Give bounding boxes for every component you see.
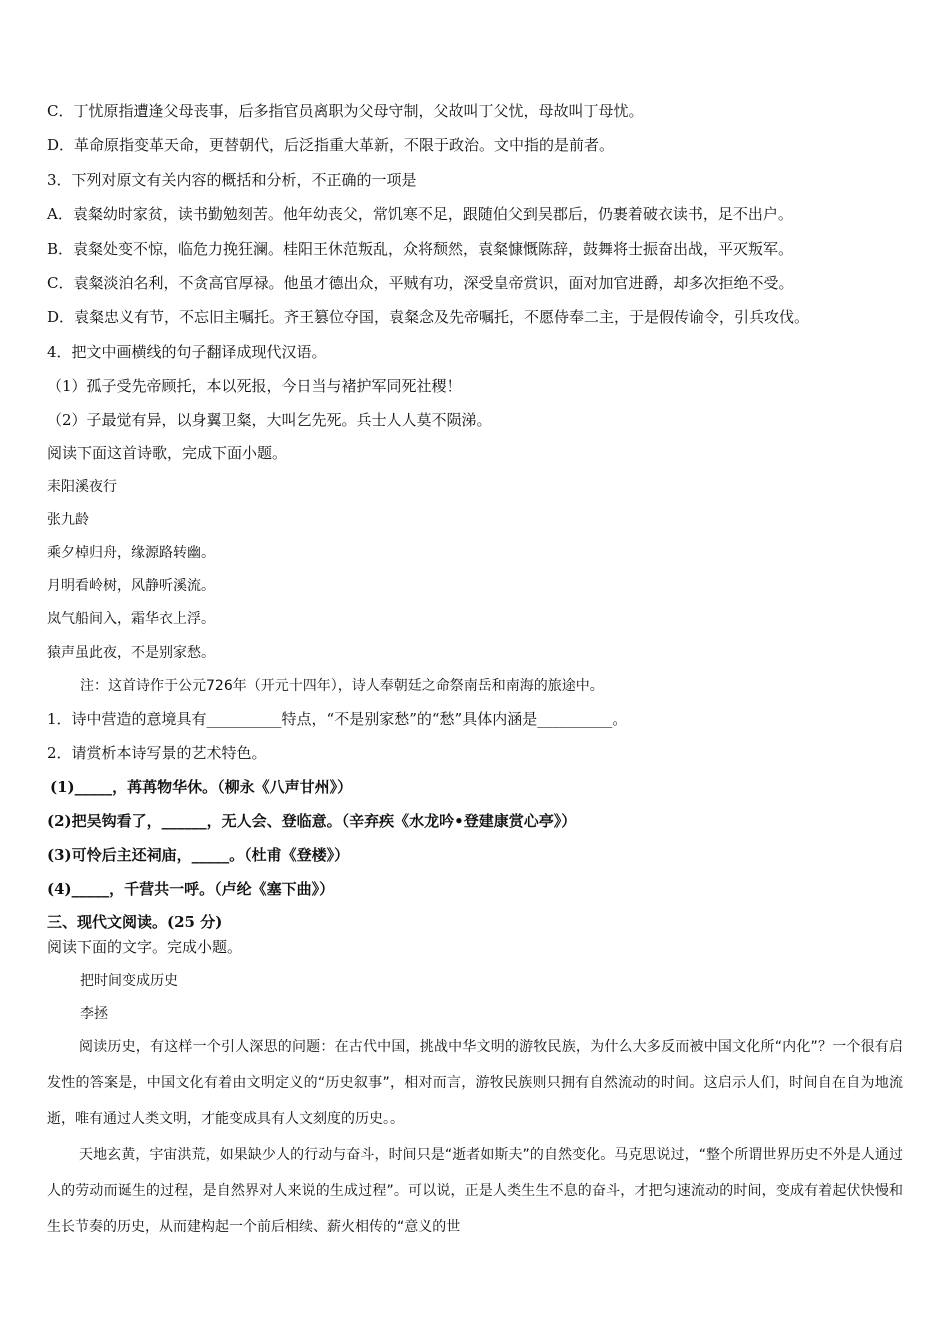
fill-blank-1: (1)_____，苒苒物华休。（柳永《八声甘州》）: [50, 778, 353, 796]
option-c-ding-you: C．丁忧原指遭逢父母丧事，后多指官员离职为父母守制，父故叫丁父忧，母故叫丁母忧。: [47, 102, 644, 120]
fill-blank-2: (2)把吴钩看了，______，无人会、登临意。（辛弃疾《水龙吟•登建康赏心亭》）: [47, 812, 577, 830]
article-paragraph-1: 阅读历史，有这样一个引人深思的问题：在古代中国，挑战中华文明的游牧民族，为什么大多反而被中国文化所“内化”？一个很有启发性的答案是，中国文化有着由文明定义的“历史叙事”，相对而言，游牧民族则只拥有自然流动的时间。这启示人们，时间自在自为地流逝，唯有通过人类文明，才能变成具有人文刻度的历史。。: [47, 1039, 903, 1127]
section-3-heading: 三、现代文阅读。(25 分): [47, 913, 223, 931]
question-4: 4．把文中画横线的句子翻译成现代汉语。: [47, 343, 327, 361]
q4-sentence-2: （2）子最觉有异，以身翼卫粲，大叫乞先死。兵士人人莫不陨涕。: [47, 411, 492, 429]
article-author: 李拯: [80, 1006, 108, 1022]
poem-line-1: 乘夕棹归舟，缘源路转幽。: [47, 545, 215, 561]
fill-blank-4: (4)_____，千营共一呼。（卢纶《塞下曲》）: [47, 880, 335, 898]
article-title: 把时间变成历史: [80, 973, 178, 989]
poem-note: 注：这首诗作于公元726年（开元十四年），诗人奉朝廷之命祭南岳和南海的旅途中。: [80, 678, 604, 694]
poem-line-4: 猿声虽此夜，不是别家愁。: [47, 645, 215, 661]
q4-sentence-1: （1）孤子受先帝顾托，本以死报，今日当与褚护军同死社稷！: [47, 377, 462, 395]
poem-instruction: 阅读下面这首诗歌，完成下面小题。: [47, 444, 288, 462]
article-paragraph-2: 天地玄黄，宇宙洪荒，如果缺少人的行动与奋斗，时间只是“逝者如斯夫”的自然变化。马克思说过，“整个所谓世界历史不外是人通过人的劳动而诞生的过程，是自然界对人来说的生成过程”。可以说，正是人类生生不息的奋斗，才把匀速流动的时间，变成有着起伏快慢和生长节奏的历史，从而建构起一个前后相续、薪火相传的“意义的世: [47, 1147, 903, 1235]
q3-option-b: B．袁粲处变不惊，临危力挽狂澜。桂阳王休范叛乱，众将颓然，袁粲慷慨陈辞，鼓舞将士振奋出战，平灭叛军。: [47, 240, 794, 258]
poem-line-3: 岚气船间入，霜华衣上浮。: [47, 611, 215, 627]
poem-question-1: 1．诗中营造的意境具有__________特点，“不是别家愁”的“愁”具体内涵是__________。: [47, 710, 628, 728]
q3-option-a: A．袁粲幼时家贫，读书勤勉刻苦。他年幼丧父，常饥寒不足，跟随伯父到吴郡后，仍裹着破衣读书，足不出户。: [47, 205, 793, 223]
option-d-ge-ming: D．革命原指变革天命，更替朝代，后泛指重大革新，不限于政治。文中指的是前者。: [47, 136, 615, 154]
poem-question-2: 2．请赏析本诗写景的艺术特色。: [47, 744, 267, 762]
poem-line-2: 月明看岭树，风静听溪流。: [47, 578, 215, 594]
q3-option-d: D．袁粲忠义有节，不忘旧主嘱托。齐王篡位夺国，袁粲念及先帝嘱托，不愿侍奉二主，于是假传谕令，引兵攻伐。: [47, 308, 810, 326]
q3-option-c: C．袁粲淡泊名利，不贪高官厚禄。他虽才德出众，平贼有功，深受皇帝赏识，面对加官进爵，却多次拒绝不受。: [47, 274, 794, 292]
reading-instruction: 阅读下面的文字。完成小题。: [47, 938, 243, 956]
question-3: 3．下列对原文有关内容的概括和分析，不正确的一项是: [47, 171, 417, 189]
poem-author: 张九龄: [47, 512, 89, 528]
poem-title: 耒阳溪夜行: [47, 479, 117, 495]
fill-blank-3: (3)可怜后主还祠庙，_____。（杜甫《登楼》）: [47, 846, 350, 864]
